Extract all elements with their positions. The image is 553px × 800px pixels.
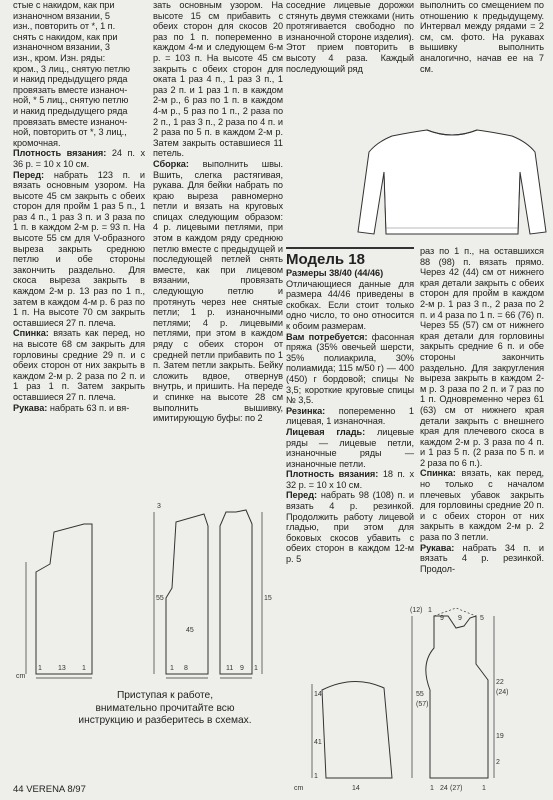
sleeve-text: набрать 34 п. и вязать 4 р. резинкой. Продол-: [420, 542, 544, 574]
notice-line: инструкцию и разберитесь в схемах.: [78, 715, 252, 726]
diagram-label: 14: [314, 691, 322, 698]
model-title: Модель 18: [286, 247, 414, 268]
density-text: 18 п. х 32 р. = 10 х 10 см.: [286, 469, 414, 490]
stockinette-text: лицевые ряды — лицевые петли, изнаночные ряды — изнаночные петли.: [286, 426, 414, 469]
text-line: снять с накидом, как при: [13, 31, 118, 42]
diagram-label: 55: [416, 691, 424, 698]
text-line: и накид предыдущего ряда: [13, 105, 128, 116]
sweater-illustration: [352, 128, 552, 240]
diagram-label: 8: [184, 665, 188, 672]
sleeve-paragraph: [420, 543, 544, 575]
sleeve-heading: Рукава:: [420, 542, 455, 553]
diagram-label: 9: [458, 615, 462, 622]
diagram-label: 11: [226, 665, 234, 672]
column-2: [153, 0, 283, 424]
pattern-schematic-2: [292, 604, 550, 794]
embroidery-end-text: выполнить со смещением по отношению к предыдущему. Интервал между рядами = 2 см, см. фото. На рукавах вышивку выполнить аналогично, начав ее на 7 см.: [420, 0, 544, 74]
back-paragraph: [420, 468, 544, 542]
text-line: изн., кром. Изн. ряды:: [13, 52, 106, 63]
diagram-label: 1: [314, 773, 318, 780]
column-3-top: [286, 0, 414, 74]
notice-line: внимательно прочитайте всю: [95, 702, 235, 714]
sleeve-text: набрать 63 п. и вя-: [49, 402, 130, 413]
front-text: набрать 123 п. и вязать основным узором. На высоте 45 см закрыть с обеих сторон для пройм 1 раз 5 п., 1 раз 4 п., 1 раз 3 п. и 3 раза по 1 п. в каждом 2-м р. = 93 п. На высоте 55 см для V-образного выреза закрыть среднюю петлю и обе стороны закончить раздельно. Для скоса выреза закрыть в каждом 2-м р. 13 раз по 1 п., затем в каждом 4-м р. 6 раз по 1 п. На высоте 70 см закрыть оставшиеся 27 п. плеча.: [13, 169, 145, 328]
assembly-paragraph: [153, 159, 283, 424]
diagram-label: 1: [254, 665, 258, 672]
diagram-label: 55: [156, 595, 164, 602]
text-line: изнаночном вязании, 5: [13, 10, 110, 21]
sleeve-continued-text: зать основным узором. На высоте 15 см прибавить с обеих сторон для скосов 20 раз по 1 п. попеременно в каждом 4-м и следующем 6-м р. = 103 п. На высоте 45 см закрыть с обеих сторон для оката 1 раз 4 п., 1 раз 3 п., 1 раз 2 п. и 1 раз 1 п. в каждом 2-м р., 6 раз по 1 п. в каждом 4-м р., 5 раз по 1 п., 2 раза по 2 п., 1 раз 3 п., 2 раза по 4 п. и 2 раза по 5 п. в каждом 2-м р. Затем закрыть оставшиеся 11 петель.: [153, 0, 283, 159]
text-line: стые с накидом, как при: [13, 0, 115, 10]
text-line: изн., повторить от *, 1 п.: [13, 21, 116, 32]
diagram-label: 3: [157, 503, 161, 510]
diagram-label: 45: [186, 627, 194, 634]
front-heading: Перед:: [286, 490, 318, 501]
pattern-schematic-1: [14, 502, 284, 680]
text-line: кромочная.: [13, 137, 61, 148]
diagram-label: 1: [482, 785, 486, 792]
text-line: изнаночном вязании, 3: [13, 42, 110, 53]
column-1: [13, 0, 145, 413]
diagram-label: 9: [440, 615, 444, 622]
back-heading: Спинка:: [420, 468, 456, 479]
density-paragraph: [286, 469, 414, 490]
rib-heading: Резинка:: [286, 405, 326, 416]
sleeve-paragraph: [13, 403, 145, 414]
diagram-label: 9: [240, 665, 244, 672]
front-text: набрать 98 (108) п. и вязать 4 р. резинкой. Продолжить работу лицевой гладью, при этом для боковых скосов убавить с обеих сторон в каждом 12-м р. 5: [286, 490, 414, 565]
diagram-label: 19: [496, 733, 504, 740]
front-heading: Перед:: [13, 169, 45, 180]
back-text: вязать как перед, но на высоте 68 см закрыть для горловины средние 29 п. и с обеих сторон от них закрыть в каждом 2-м р. 2 раза по 2 п. и 1 раз 1 п. Затем закрыть оставшиеся 27 п. плеча.: [13, 328, 145, 402]
diagram-label: 24: [440, 785, 448, 792]
back-text: вязать, как перед, но только с началом плечевых убавок закрыть для горловины средние 20 п. и с обеих сторон от них закрыть в каждом 2-м р. 2 раза по 3 петли.: [420, 468, 544, 543]
diagram-label: 22: [496, 679, 504, 686]
diagram-label: 1: [82, 665, 86, 672]
sizes-heading: [286, 268, 414, 279]
density-heading: Плотность вязания:: [286, 469, 379, 480]
text-line: и накид предыдущего ряда: [13, 74, 128, 85]
diagram-label: (12): [410, 607, 423, 614]
notice-line: Приступая к работе,: [116, 690, 214, 701]
front-paragraph: [13, 170, 145, 329]
text-line: провязать вместе изнаноч-: [13, 84, 128, 95]
text-line: провязать вместе изнаноч-: [13, 116, 128, 127]
diagram-label: (57): [416, 701, 429, 708]
diagram-label: cm: [16, 673, 26, 680]
diagram-label: (24): [496, 689, 509, 696]
front-paragraph: [286, 490, 414, 564]
diagram-label: 1: [170, 665, 174, 672]
materials-paragraph: [286, 332, 414, 406]
stockinette-paragraph: [286, 427, 414, 469]
rib-text: попеременно 1 лицевая, 1 изнаночная.: [286, 405, 414, 427]
diagram-label: 15: [264, 595, 272, 602]
text-line: ной, повторить от *, 3 лиц.,: [13, 127, 127, 138]
density-heading: Плотность вязания:: [13, 148, 107, 159]
diagram-label: 13: [58, 665, 66, 672]
diagram-label: 41: [314, 739, 322, 746]
text-line: ной, * 5 лиц., снятую петлю: [13, 95, 129, 106]
diagram-label: (27): [450, 785, 463, 792]
column-4-bottom: [420, 246, 544, 574]
front-continued-text: раз по 1 п., на оставшихся 88 (98) п. вязать прямо. Через 42 (44) см от нижнего края детали закрыть с обеих сторон для пройм в каждом 2-м р. 1 раз 3 п., 2 раза по 2 п. и 4 раза по 1 п. = 66 (76) п. Через 55 (57) см от нижнего края детали для горловины закрыть средние 6 п. и обе стороны закончить раздельно. Для закругления выреза закрыть в каждом 2-м р. 3 раза по 2 п. и 7 раз по 1 п. Одновременно через 61 (63) см от нижнего края детали закрыть с внешнего края для плечевого скоса в каждом 2-м р. 3 раза по 4 п. и 1 раз 5 п. (2 раза по 5 п. и 2 раза по 6 п.).: [420, 246, 544, 468]
assembly-heading: Сборка:: [153, 158, 189, 169]
diagram-label: 1: [428, 607, 432, 614]
stockinette-heading: Лицевая гладь:: [286, 426, 366, 437]
density-paragraph: [13, 148, 145, 169]
materials-text: фасонная пряжа (35% овечьей шерсти, 35% полиакрила, 30% полиамида; 115 м/50 г) — 400 (450) г бордовой; спицы № 3,5; короткие круговые спицы № 3,5.: [286, 331, 414, 406]
embroidery-continued-text: соседние лицевые дорожки стянуть двумя стежками (нить протягивается свободно по изнаночной стороне изделия). Этот прием повторить в высоту 4 раза. Каждый последующий ряд: [286, 0, 414, 74]
diagram-label: 1: [430, 785, 434, 792]
page-footer: 44 VERENA 8/97: [13, 784, 86, 795]
diagram-label: 1: [38, 665, 42, 672]
diagram-label: 5: [480, 615, 484, 622]
back-paragraph: [13, 328, 145, 402]
sizes-text: Отличающиеся данные для размера 44/46 приведены в скобках. Если стоит только одно число, то оно относится к обоим размерам.: [286, 278, 414, 331]
assembly-text: выполнить швы. Вшить, слегка растягивая, рукава. Для бейки набрать по краю выреза равномерно петли и вязать на круговых спицах следующим образом: 4 р. лицевыми петлями, при этом в каждом ряду среднюю петлю вместе с предыдущей и последующей петлей снять вместе, как при лицевом вязании, провязать следующую петлю и протянуть через нее снятые петли; 1 р. изнаночными петлями; 4 р. лицевыми петлями, при этом в каждом ряду с обеих сторон от средней петли прибавить по 1 п. Затем петли закрыть. Бейку сложить вдвое, отвернув внутрь, и пришить. На переде и спинке на высоте 28 см выполнить вышивку, имитирующую буфы: по 2: [153, 158, 283, 424]
diagram-label: cm: [294, 785, 304, 792]
text-line: кром., 3 лиц., снятую петлю: [13, 63, 130, 74]
column-4-top: [420, 0, 544, 74]
sleeve-heading: Рукава:: [13, 402, 48, 413]
sizes-heading-text: Размеры 38/40 (44/46): [286, 268, 384, 278]
back-heading: Спинка:: [13, 328, 49, 339]
diagram-label: 2: [496, 759, 500, 766]
materials-heading: Вам потребуется:: [286, 331, 368, 342]
density-text: 24 п. х 36 р. = 10 х 10 см.: [13, 148, 145, 169]
column-3-bottom: [286, 268, 414, 565]
rib-paragraph: [286, 406, 414, 427]
notice-box: [70, 690, 260, 728]
diagram-label: 14: [352, 785, 360, 792]
